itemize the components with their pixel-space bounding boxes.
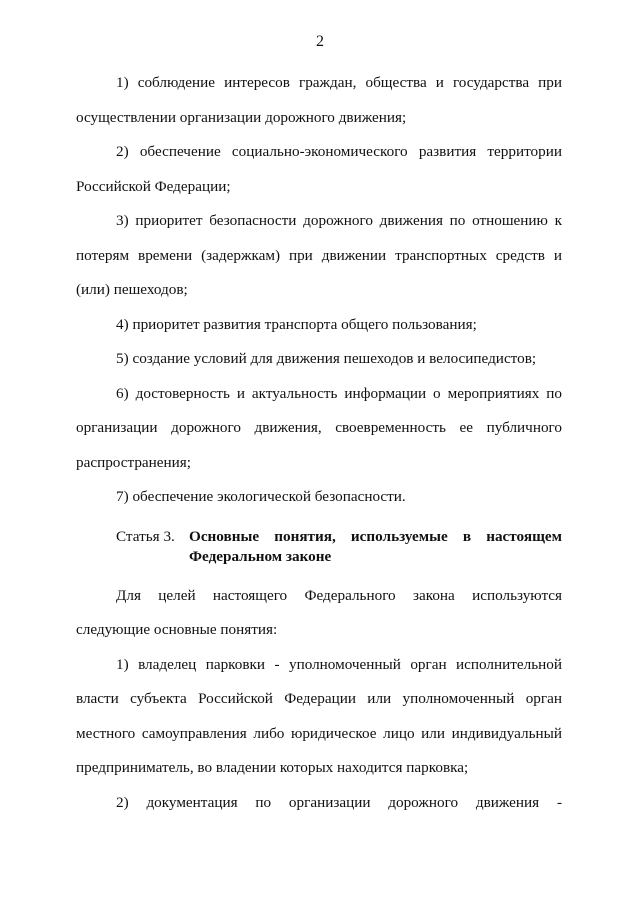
principle-item-2: 2) обеспечение социально-экономического развития территории Российской Федерации; [76,143,562,195]
definition-item-2: 2) документация по организации дорожного движения - [116,793,562,811]
article-number: Статья 3. [116,527,175,545]
principle-item-4: 4) приоритет развития транспорта общего пользования; [116,315,477,333]
page-number: 2 [316,33,324,50]
principle-item-5: 5) создание условий для движения пешеходов и велосипедистов; [116,350,537,367]
principle-item-3: 3) приоритет безопасности дорожного движения по отношению к потерям времени (задержкам) при движении транспортных средств и (или) пешеходов; [76,212,562,298]
principle-item-7: 7) обеспечение экологической безопасности. [116,488,406,505]
definition-item-1: 1) владелец парковки - уполномоченный орган исполнительной власти субъекта Российской Федерации или уполномоченный орган местного самоуправления либо юридическое лицо или индивидуальный предприниматель, во владении которых находится парковка; [76,655,562,776]
document-body [76,66,562,820]
article-title-line-1: Основные понятия, используемые в настоящем [189,527,562,545]
article-title [189,527,562,567]
article-heading [116,527,562,567]
definitions-intro: Для целей настоящего Федерального закона используются следующие основные понятия: [76,586,562,638]
principle-item-1: 1) соблюдение интересов граждан, общества и государства при осуществлении организации дорожного движения; [76,74,562,126]
article-title-line-2: Федеральном законе [189,547,332,565]
principle-item-6: 6) достоверность и актуальность информации о мероприятиях по организации дорожного движения, своевременность ее публичного распространения; [76,384,562,471]
